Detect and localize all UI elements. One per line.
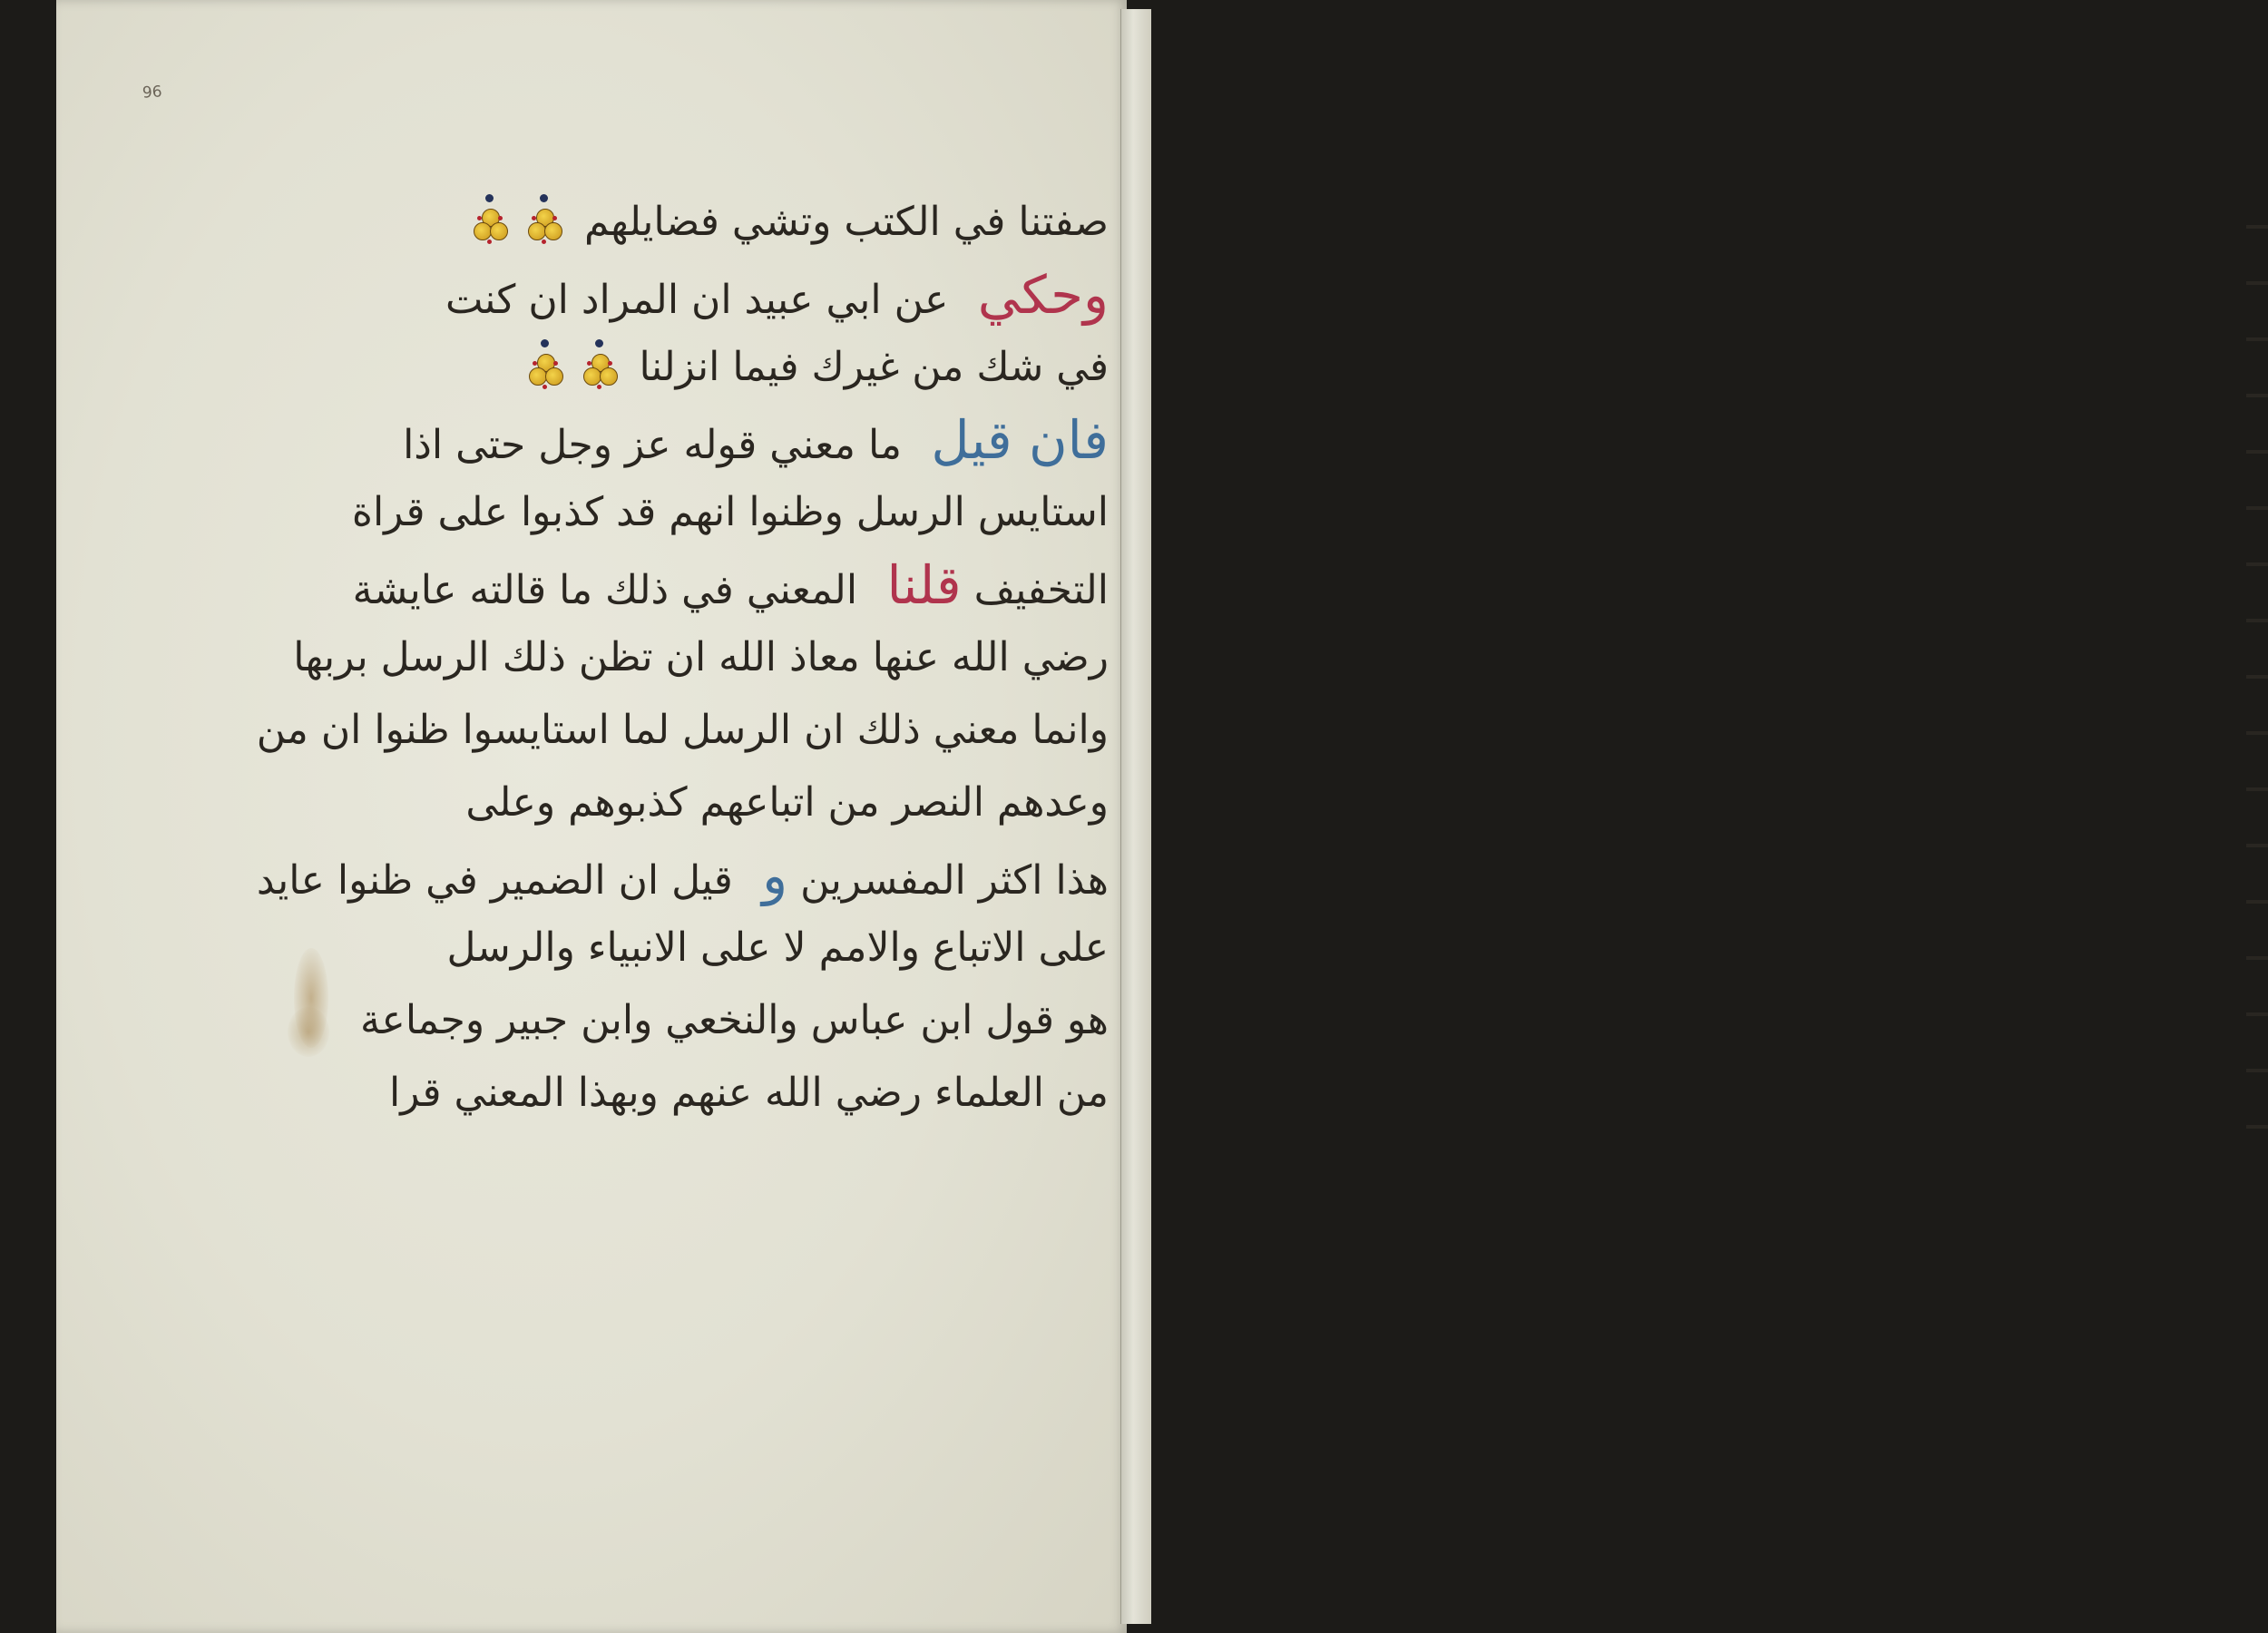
text-line bbox=[401, 404, 1109, 476]
text-segment: التخفيف bbox=[961, 567, 1109, 613]
text-segment: وانما معني ذلك ان الرسل لما استايسوا ظنوا ان من bbox=[256, 707, 1109, 753]
text-line bbox=[401, 186, 1109, 259]
text-line bbox=[401, 912, 1109, 984]
text-line bbox=[401, 259, 1109, 331]
text-segment: قيل ان الضمير في ظنوا عايد bbox=[256, 857, 733, 904]
gold-rosette-icon bbox=[582, 352, 618, 388]
text-segment: عن ابي عبيد ان المراد ان كنت bbox=[445, 277, 949, 323]
text-line bbox=[256, 694, 1109, 767]
text-segment: على الاتباع والامم لا على الانبياء والرسل bbox=[446, 924, 1109, 971]
rubric-word: فان قيل bbox=[914, 409, 1109, 471]
rubric-word: و bbox=[745, 845, 788, 906]
manuscript-page bbox=[56, 0, 1127, 1633]
text-segment: المعني في ذلك ما قالته عايشة bbox=[352, 567, 858, 613]
text-block bbox=[256, 186, 1109, 1129]
text-line bbox=[293, 621, 1109, 694]
text-segment: وعدهم النصر من اتباعهم كذبوهم وعلى bbox=[465, 779, 1109, 826]
text-segment: صفتنا في الكتب وتشي فضايلهم bbox=[571, 199, 1109, 245]
text-line bbox=[351, 476, 1109, 549]
rubric-word: وحكي bbox=[961, 264, 1109, 326]
text-line bbox=[352, 549, 1109, 621]
text-segment: استايس الرسل وظنوا انهم قد كذبوا على قراة bbox=[351, 489, 1109, 535]
text-segment: ما معني قوله عز وجل حتى اذا bbox=[403, 422, 902, 468]
text-line bbox=[359, 984, 1109, 1057]
text-line bbox=[401, 767, 1109, 839]
text-segment: في شك من غيرك فيما انزلنا bbox=[626, 344, 1109, 390]
text-segment: رضي الله عنها معاذ الله ان تظن ذلك الرسل بربها bbox=[293, 634, 1109, 680]
gold-rosette-icon bbox=[526, 207, 562, 243]
text-line bbox=[256, 839, 1109, 912]
text-segment: من العلماء رضي الله عنهم وبهذا المعني قرا bbox=[389, 1070, 1109, 1116]
folio-number: 96 bbox=[142, 83, 163, 103]
text-line bbox=[401, 331, 1109, 404]
adjacent-page-edge bbox=[1120, 9, 1151, 1624]
text-line bbox=[389, 1057, 1109, 1129]
water-stain-lower bbox=[288, 1007, 329, 1057]
gold-rosette-icon bbox=[472, 207, 508, 243]
gold-rosette-icon bbox=[527, 352, 563, 388]
rubric-word: قلنا bbox=[870, 554, 962, 616]
text-segment: هو قول ابن عباس والنخعي وابن جبير وجماعة bbox=[359, 997, 1109, 1043]
text-segment: هذا اكثر المفسرين bbox=[787, 857, 1109, 904]
